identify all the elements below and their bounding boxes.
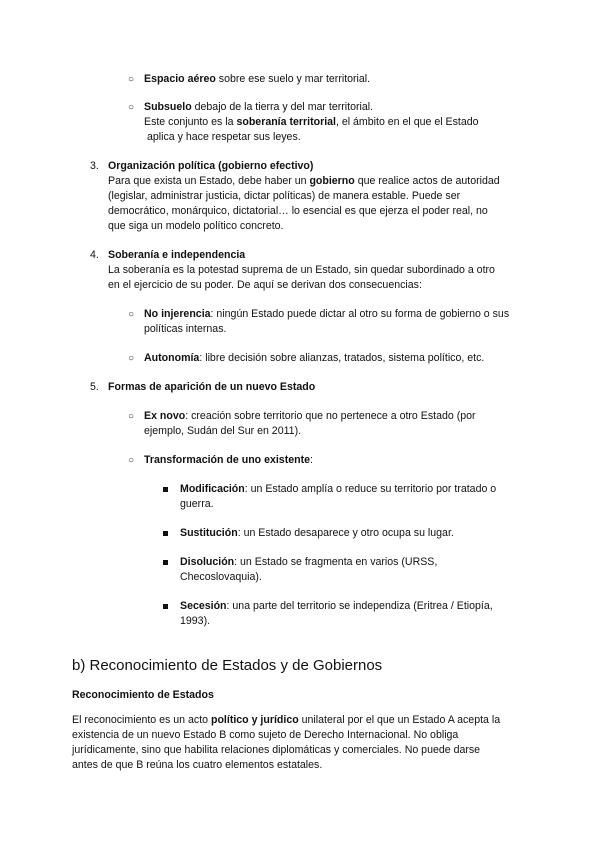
bullet-circle-icon: ○ — [128, 102, 135, 113]
list-item: Subsuelo debajo de la tierra y del mar territorial. — [144, 101, 374, 113]
section-paragraph: El reconocimiento es un acto político y jurídico unilateral por el que un Estado A acepta la existencia de un nuevo Estado B como sujeto de Derecho Internacional. No obliga jurídicamente, sino que habilita relaciones diplomáticas y comerciales. No puede darse antes de que B reúna los cuatro elementos estatales. — [72, 714, 501, 771]
section-title: Organización política (gobierno efectivo) — [108, 160, 314, 172]
bullet-square-icon — [163, 560, 168, 565]
bullet-square-icon — [163, 487, 168, 492]
list-item: Sustitución: un Estado desaparece y otro ocupa su lugar. — [180, 527, 454, 539]
list-item: Autonomía: libre decisión sobre alianzas, tratados, sistema político, etc. — [144, 352, 485, 364]
list-item: Transformación de uno existente: — [144, 454, 313, 466]
section-title: Formas de aparición de un nuevo Estado — [108, 381, 316, 393]
list-number: 5. — [90, 381, 99, 393]
bullet-circle-icon: ○ — [128, 74, 135, 85]
list-item: Espacio aéreo sobre ese suelo y mar territorial. — [144, 73, 371, 85]
bullet-circle-icon: ○ — [128, 411, 135, 422]
list-number: 3. — [90, 160, 99, 172]
bullet-circle-icon: ○ — [128, 309, 135, 320]
section-paragraph: Para que exista un Estado, debe haber un gobierno que realice actos de autoridad (legislar, administrar justicia, dictar políticas) de manera estable. Puede ser democrático, monárquico, dictatorial… lo esencial es que ejerza el poder real, no que siga un modelo político concreto. — [108, 175, 500, 232]
section-heading: b) Reconocimiento de Estados y de Gobiernos — [72, 657, 383, 674]
note-paragraph: Este conjunto es la soberanía territorial, el ámbito en el que el Estado aplica y hace respetar sus leyes. — [144, 116, 479, 143]
list-item: Modificación: un Estado amplía o reduce su territorio por tratado o guerra. — [180, 483, 497, 510]
bullet-circle-icon: ○ — [128, 455, 135, 466]
subheading: Reconocimiento de Estados — [72, 689, 214, 701]
section-paragraph: La soberanía es la potestad suprema de un Estado, sin quedar subordinado a otro en el ejercicio de su poder. De aquí se derivan dos consecuencias: — [108, 264, 495, 291]
list-item: Disolución: un Estado se fragmenta en varios (URSS, Checoslovaquia). — [180, 556, 438, 583]
list-item: Ex novo: creación sobre territorio que no pertenece a otro Estado (por ejemplo, Sudán del Sur en 2011). — [144, 410, 476, 437]
bullet-square-icon — [163, 531, 168, 536]
list-item: Secesión: una parte del territorio se independiza (Eritrea / Etiopía, 1993). — [180, 600, 493, 627]
section-title: Soberanía e independencia — [108, 249, 246, 261]
list-item: No injerencia: ningún Estado puede dictar al otro su forma de gobierno o sus políticas internas. — [144, 308, 510, 335]
list-number: 4. — [90, 249, 99, 261]
bullet-square-icon — [163, 604, 168, 609]
bullet-circle-icon: ○ — [128, 353, 135, 364]
